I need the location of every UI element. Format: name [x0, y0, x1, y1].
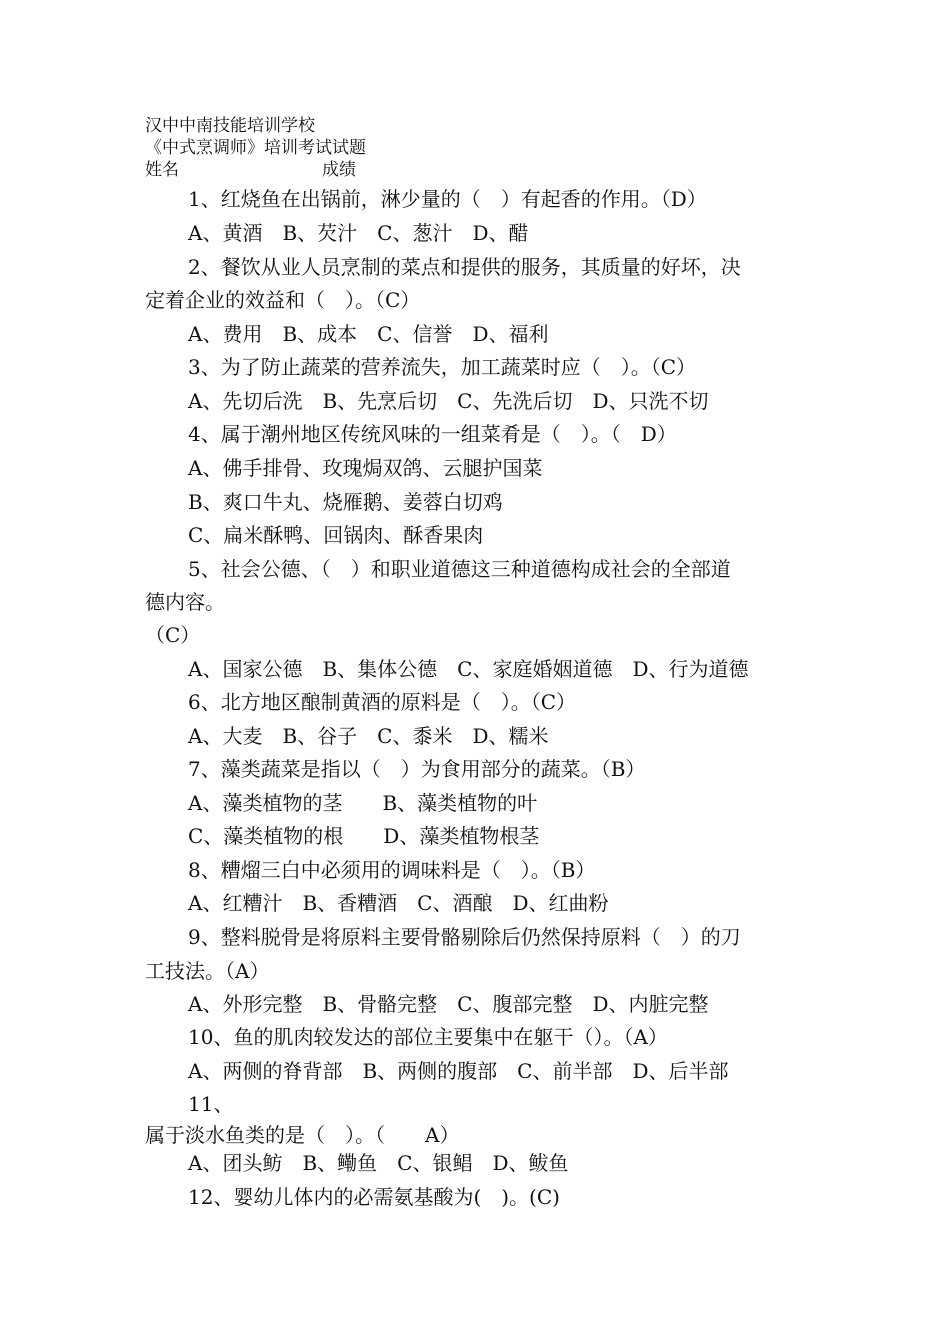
- question-line: 5、社会公德、（ ）和职业道德这三种道德构成社会的全部道: [188, 557, 731, 581]
- score-label: 成绩: [322, 160, 356, 180]
- question-line: 7、藻类蔬菜是指以（ ）为食用部分的蔬菜。（B）: [188, 757, 646, 781]
- question-line: 8、糟熘三白中必须用的调味料是（ ）。（B）: [188, 858, 596, 882]
- options-line: A、佛手排骨、玫瑰焗双鸽、云腿护国菜: [188, 456, 543, 480]
- options-line: A、黄酒 B、芡汁 C、葱汁 D、醋: [188, 221, 529, 245]
- question-line: 11、: [188, 1092, 234, 1116]
- answer-line: （C）: [145, 623, 201, 647]
- options-line: A、团头鲂 B、鳓鱼 C、银鲳 D、鲅鱼: [188, 1151, 569, 1175]
- options-line: A、先切后洗 B、先烹后切 C、先洗后切 D、只洗不切: [188, 389, 709, 413]
- options-line: B、爽口牛丸、烧雁鹅、姜蓉白切鸡: [188, 490, 503, 514]
- question-line: 9、整料脱骨是将原料主要骨骼剔除后仍然保持原料（ ）的刀: [188, 925, 741, 949]
- school-name: 汉中中南技能培训学校: [145, 116, 315, 136]
- question-line: 6、北方地区酿制黄酒的原料是（ ）。（C）: [188, 690, 577, 714]
- question-line: 定着企业的效益和（ ）。（C）: [145, 288, 421, 312]
- question-line: 4、属于潮州地区传统风味的一组菜肴是（ ）。（ D）: [188, 422, 677, 446]
- question-line: 3、为了防止蔬菜的营养流失，加工蔬菜时应（ ）。（C）: [188, 355, 697, 379]
- question-line: 工技法。（A）: [145, 959, 270, 983]
- question-line: 12、婴幼儿体内的必需氨基酸为( )。(C): [188, 1185, 560, 1209]
- options-line: A、藻类植物的茎 B、藻类植物的叶: [188, 791, 538, 815]
- options-line: A、大麦 B、谷子 C、黍米 D、糯米: [188, 724, 549, 748]
- options-line: C、藻类植物的根 D、藻类植物根茎: [188, 824, 540, 848]
- question-line: 1、红烧鱼在出锅前，淋少量的（ ）有起香的作用。（D）: [188, 187, 707, 211]
- options-line: A、外形完整 B、骨骼完整 C、腹部完整 D、内脏完整: [188, 992, 709, 1016]
- question-line: 属于淡水鱼类的是（ ）。（ A）: [145, 1123, 460, 1147]
- question-line: 10、鱼的肌肉较发达的部位主要集中在躯干（）。（A）: [188, 1025, 668, 1049]
- options-line: C、扁米酥鸭、回锅肉、酥香果肉: [188, 523, 484, 547]
- question-line: 德内容。: [145, 590, 225, 614]
- exam-title: 《中式烹调师》培训考试试题: [145, 138, 366, 158]
- options-line: A、红糟汁 B、香糟酒 C、酒酿 D、红曲粉: [188, 891, 609, 915]
- question-line: 2、餐饮从业人员烹制的菜点和提供的服务，其质量的好坏，决: [188, 255, 741, 279]
- options-line: A、国家公德 B、集体公德 C、家庭婚姻道德 D、行为道德: [188, 657, 749, 681]
- options-line: A、两侧的脊背部 B、两侧的腹部 C、前半部 D、后半部: [188, 1059, 729, 1083]
- name-label: 姓名: [145, 160, 179, 180]
- options-line: A、费用 B、成本 C、信誉 D、福利: [188, 322, 549, 346]
